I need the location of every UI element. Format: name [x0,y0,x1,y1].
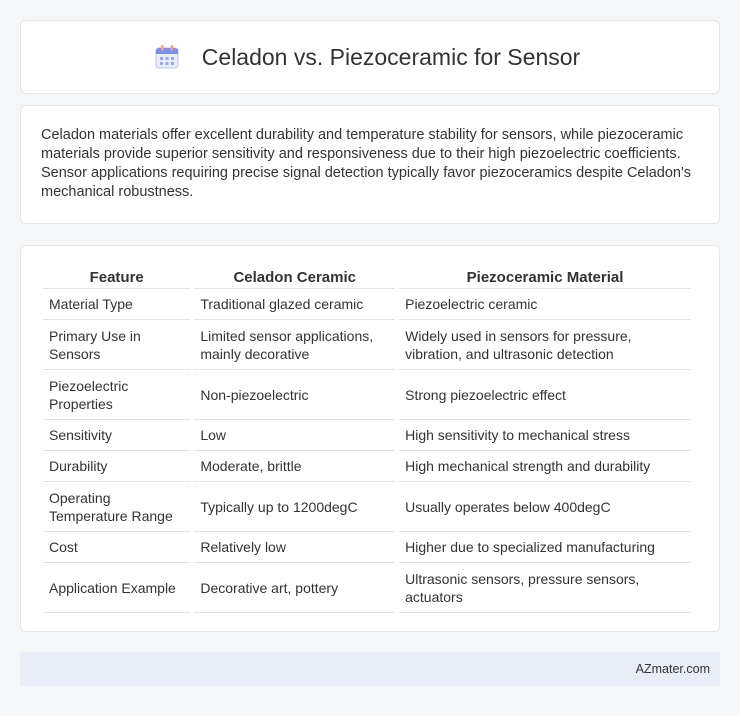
table-cell: Piezoelectric ceramic [399,289,691,320]
table-cell: Primary Use in Sensors [43,320,190,370]
header-feature: Feature [43,266,190,289]
table-cell: Decorative art, pottery [194,563,395,613]
table-cell: Limited sensor applications, mainly decorative [194,320,395,370]
page-title: Celadon vs. Piezoceramic for Sensor [201,43,581,70]
table-cell: Relatively low [194,532,395,563]
table-cell: Non-piezoelectric [194,370,395,420]
table-cell: Low [194,420,395,451]
table-row [43,563,691,613]
table-row [43,451,691,482]
intro-card [20,105,720,224]
comparison-card [20,245,720,632]
table-cell: Higher due to specialized manufacturing [399,532,691,563]
table-cell: Moderate, brittle [194,451,395,482]
table-row [43,289,691,320]
table-cell: Application Example [43,563,190,613]
table-cell: Operating Temperature Range [43,482,190,532]
table-cell: Durability [43,451,190,482]
table-header-row [43,266,691,289]
header-celadon: Celadon Ceramic [194,266,395,289]
table-row [43,370,691,420]
table-cell: Piezoelectric Properties [43,370,190,420]
table-cell: Usually operates below 400degC [399,482,691,532]
table-row [43,320,691,370]
table-row [43,532,691,563]
table-row [43,420,691,451]
header-piezoceramic: Piezoceramic Material [399,266,691,289]
footer-site-label: AZmater.com [635,662,710,676]
table-cell: Material Type [43,289,190,320]
title-card [20,20,720,94]
calendar-icon [154,44,180,70]
table-cell: Ultrasonic sensors, pressure sensors, actuators [399,563,691,613]
comparison-table [39,266,695,613]
table-cell: Traditional glazed ceramic [194,289,395,320]
footer [20,652,720,686]
table-cell: Cost [43,532,190,563]
table-cell: High sensitivity to mechanical stress [399,420,691,451]
table-cell: High mechanical strength and durability [399,451,691,482]
table-cell: Typically up to 1200degC [194,482,395,532]
table-cell: Sensitivity [43,420,190,451]
table-row [43,482,691,532]
table-cell: Widely used in sensors for pressure, vibration, and ultrasonic detection [399,320,691,370]
intro-paragraph: Celadon materials offer excellent durability and temperature stability for sensors, while piezoceramic materials provide superior sensitivity and responsiveness due to their high piezoelectric coefficients. Sensor applications requiring precise signal detection typically favor piezoceramics despite Celadon's mechanical robustness. [41,127,691,200]
table-cell: Strong piezoelectric effect [399,370,691,420]
